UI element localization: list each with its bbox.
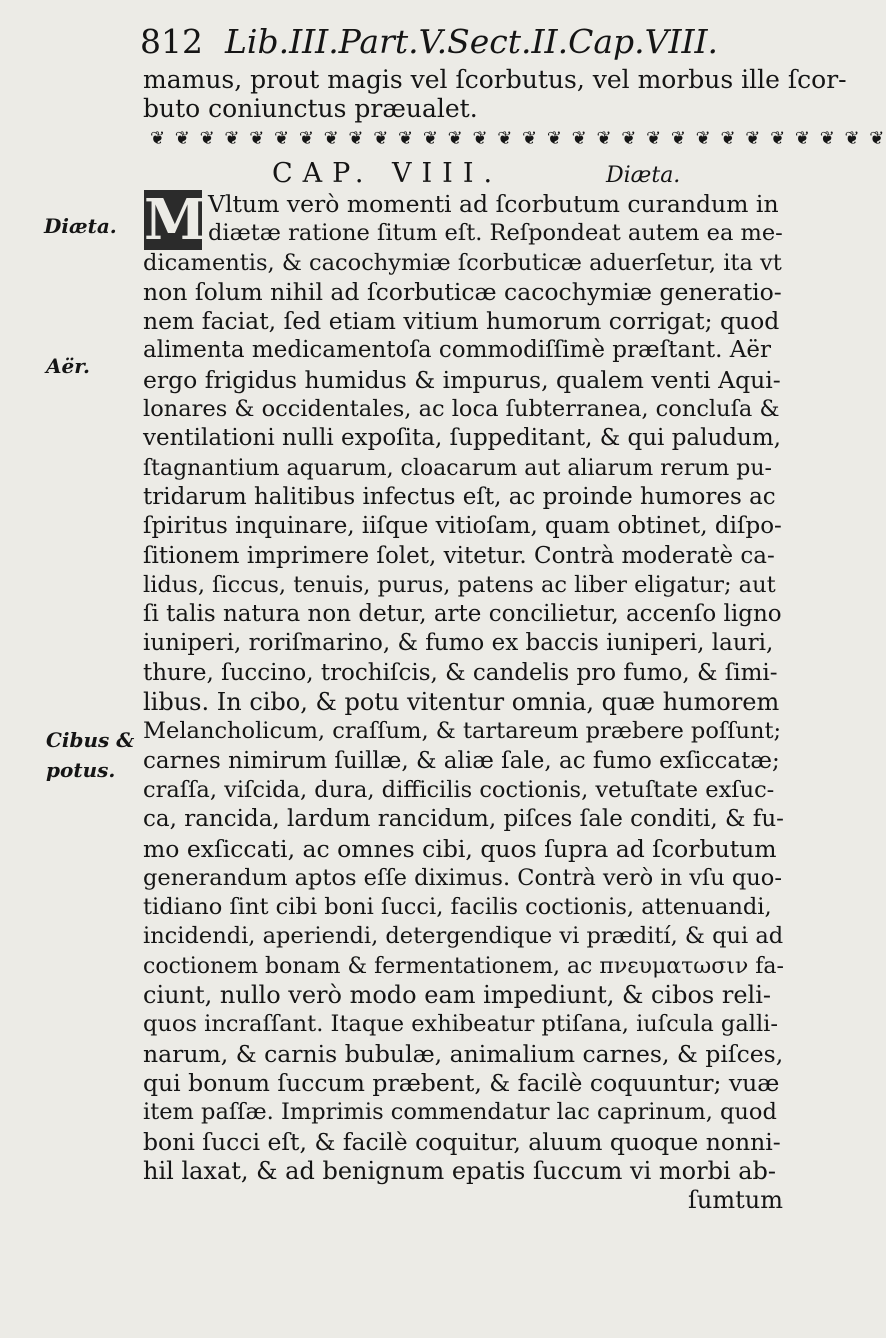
text-line: thure, ſuccino, trochiſcis, & candelis pro fumo, & ſimi- — [143, 659, 778, 686]
ornamental-rule: ❦ ❦ ❦ ❦ ❦ ❦ ❦ ❦ ❦ ❦ ❦ ❦ ❦ ❦ ❦ ❦ ❦ ❦ ❦ ❦ ❦ ❦ ❦ ❦ ❦ ❦ ❦ ❦ ❦ ❦ — [150, 128, 886, 149]
text-line: quos incraſſant. Itaque exhibeatur ptiſana, iuſcula galli- — [143, 1011, 778, 1038]
text-line: ſpiritus inquinare, iiſque vitioſam, quam obtinet, diſpo- — [143, 513, 782, 540]
text-line: item paſſæ. Imprimis commendatur lac caprinum, quod — [143, 1099, 777, 1126]
text-line: ventilationi nulli expoſita, ſuppeditant, & qui paludum, — [143, 425, 781, 452]
text-line: alimenta medicamentoſa commodiſſimè præſtant. Aër — [143, 337, 771, 364]
text-line: ciunt, nullo verò modo eam impediunt, & cibos reli- — [143, 981, 771, 1010]
text-line: ergo frigidus humidus & impurus, qualem venti Aqui- — [143, 365, 781, 394]
running-title: Lib.III.Part.V.Sect.II.Cap.VIII. — [225, 22, 719, 61]
text-line: narum, & carnis bubulæ, animalium carnes, & piſces, — [143, 1039, 784, 1068]
continued-text — [143, 64, 847, 123]
text-line: incidendi, aperiendi, detergendique vi prædití, & qui ad — [143, 923, 784, 950]
chapter-body — [143, 187, 784, 1215]
text-line: ſtagnantium aquarum, cloacarum aut aliarum rerum pu- — [143, 455, 772, 481]
text-line: tidiano ſint cibi boni ſucci, facilis coctionis, attenuandi, — [143, 894, 772, 921]
chapter-running-label: Diæta. — [606, 163, 681, 188]
text-line: Melancholicum, craſſum, & tartareum præbere poſſunt; — [143, 718, 782, 745]
page-header — [140, 22, 718, 61]
text-line: hil laxat, & ad benignum epatis ſuccum vi morbi ab- — [143, 1156, 777, 1185]
catchword: ſumtum — [688, 1186, 783, 1215]
text-line: qui bonum ſuccum præbent, & facilè coquuntur; vuæ — [143, 1068, 780, 1097]
text-line: lidus, ſiccus, tenuis, purus, patens ac liber eligatur; aut — [143, 571, 776, 598]
drop-cap: M — [144, 187, 206, 253]
text-line: buto coniunctus præualet. — [143, 94, 478, 124]
text-line: dicamentis, & cacochymiæ ſcorbuticæ aduerſetur, ita vt — [143, 249, 782, 276]
text-line: nem faciat, ſed etiam vitium humorum corrigat; quod — [143, 307, 780, 336]
text-line: tridarum halitibus infectus eſt, ac proinde humores ac — [143, 483, 776, 510]
margin-note-aer: Aër. — [46, 354, 90, 378]
text-line: mo exſiccati, ac omnes cibi, quos ſupra ad ſcorbutum — [143, 834, 777, 863]
text-line: ca, rancida, lardum rancidum, piſces ſale conditi, & fu- — [143, 806, 784, 833]
text-line: mamus, prout magis vel ſcorbutus, vel morbus ille ſcor- — [143, 65, 847, 94]
text-line: craſſa, viſcida, dura, difficilis coctionis, vetuſtate exſuc- — [143, 776, 775, 803]
text-line: iuniperi, roriſmarino, & fumo ex baccis iuniperi, lauri, — [143, 630, 774, 657]
text-line: diætæ ratione ſitum eſt. Reſpondeat autem ea me- — [208, 220, 783, 247]
text-line: non ſolum nihil ad ſcorbuticæ cacochymiæ generatio- — [143, 277, 782, 306]
text-line: ſitionem imprimere ſolet, vitetur. Contrà moderatè ca- — [143, 542, 775, 569]
text-line: coctionem bonam & fermentationem, ac πνευματωσιν fa- — [143, 953, 784, 979]
margin-note-potus: potus. — [46, 758, 116, 782]
text-line: ſi talis natura non detur, arte concilietur, accenſo ligno — [143, 601, 782, 628]
chapter-title: CAP. VIII. — [272, 158, 503, 189]
margin-note-diaeta: Diæta. — [44, 214, 117, 238]
text-line: boni ſucci eſt, & facilè coquitur, aluum quoque nonni- — [143, 1127, 781, 1156]
page-number: 812 — [140, 22, 203, 61]
text-line: generandum aptos eſſe diximus. Contrà verò in vſu quo- — [143, 864, 782, 891]
text-line: lonares & occidentales, ac loca ſubterranea, concluſa & — [143, 396, 780, 423]
margin-note-cibus: Cibus & — [46, 728, 135, 752]
text-line: carnes nimirum ſuillæ, & aliæ ſale, ac fumo exſiccatæ; — [143, 747, 780, 774]
text-line: libus. In cibo, & potu vitentur omnia, quæ humorem — [143, 688, 780, 717]
text-line: Vltum verò momenti ad ſcorbutum curandum in — [208, 190, 779, 218]
